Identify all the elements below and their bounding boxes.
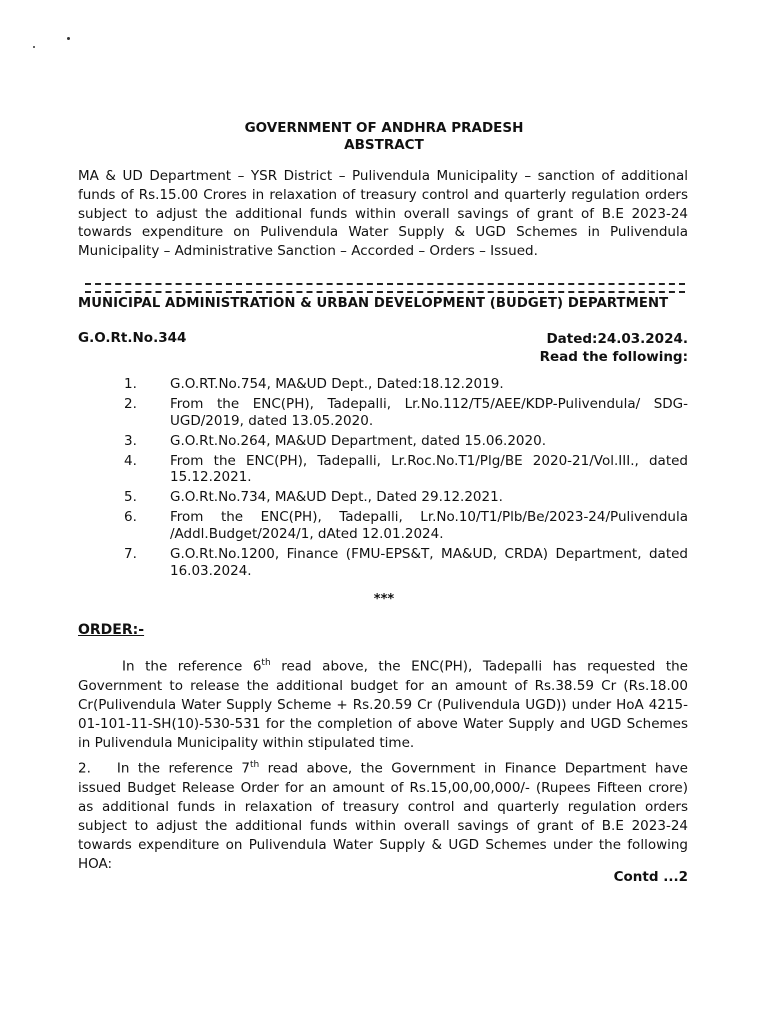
abstract-title: ABSTRACT xyxy=(344,137,424,153)
go-number: G.O.Rt.No.344 xyxy=(78,330,187,346)
order-paragraph-1: In the reference 6th read above, the ENC(PH), Tadepalli has requested the Government to release the additional budget for an amount of Rs.38.59 Cr (Rs.18.00 Cr(Pulivendula Water Supply Scheme + Rs.20.59 Cr (Pulivendula UGD)) under HoA 4215-01-101-11-SH(10)-530-531 for the completion of above Water Supply and UGD Schemes in Pulivendula Municipality within stipulated time. xyxy=(78,658,688,751)
reference-item: 4. From the ENC(PH), Tadepalli, Lr.Roc.No.T1/Plg/BE 2020-21/Vol.III., dated 15.12.2021. xyxy=(124,452,688,486)
continued-note: Contd ...2 xyxy=(613,869,688,885)
department-heading: MUNICIPAL ADMINISTRATION & URBAN DEVELOPMENT (BUDGET) DEPARTMENT xyxy=(78,296,669,311)
order-paragraph-2: 2. In the reference 7th read above, the Government in Finance Department have issued Budget Release Order for an amount of Rs.15,00,00,000/- (Rupees Fifteen crore) as additional funds in relaxation of treasury control and quarterly regulation orders subject to adjust the additional funds within overall savings of grant of B.E 2023-24 towards expenditure on Pulivendula Water Supply & UGD Schemes under the following HOA: xyxy=(78,760,688,872)
scan-speck xyxy=(33,46,35,48)
go-date: Dated:24.03.2024. xyxy=(546,331,688,347)
reference-item: 6. From the ENC(PH), Tadepalli, Lr.No.10/T1/Plb/Be/2023-24/Pulivendula /Addl.Budget/2024/1, dAted 12.01.2024. xyxy=(124,509,688,542)
government-title: GOVERNMENT OF ANDHRA PRADESH xyxy=(244,120,524,136)
double-dashed-rule xyxy=(85,283,685,293)
reference-item: 7. G.O.Rt.No.1200, Finance (FMU-EPS&T, MA&UD, CRDA) Department, dated 16.03.2024. xyxy=(124,546,688,579)
reference-item: 2. From the ENC(PH), Tadepalli, Lr.No.112/T5/AEE/KDP-Pulivendula/ SDG-UGD/2019, dated 13.05.2020. xyxy=(124,396,688,429)
reference-item: 5. G.O.Rt.No.734, MA&UD Dept., Dated 29.12.2021. xyxy=(124,489,503,506)
section-separator-stars: *** xyxy=(373,592,395,607)
date-block xyxy=(540,330,688,366)
subject-abstract: MA & UD Department – YSR District – Pulivendula Municipality – sanction of additional funds of Rs.15.00 Crores in relaxation of treasury control and quarterly regulation orders subject to adjust the additional funds within overall savings of grant of B.E 2023-24 towards expenditure on Pulivendula Water Supply & UGD Schemes in Pulivendula Municipality – Administrative Sanction – Accorded – Orders – Issued. xyxy=(78,168,688,260)
reference-item: 3. G.O.Rt.No.264, MA&UD Department, dated 15.06.2020. xyxy=(124,432,546,449)
references-list xyxy=(124,376,688,583)
reference-item: 1. G.O.RT.No.754, MA&UD Dept., Dated:18.12.2019. xyxy=(124,376,504,392)
order-heading: ORDER:- xyxy=(78,622,145,638)
scan-speck xyxy=(67,37,70,40)
read-following-label: Read the following: xyxy=(539,349,688,365)
